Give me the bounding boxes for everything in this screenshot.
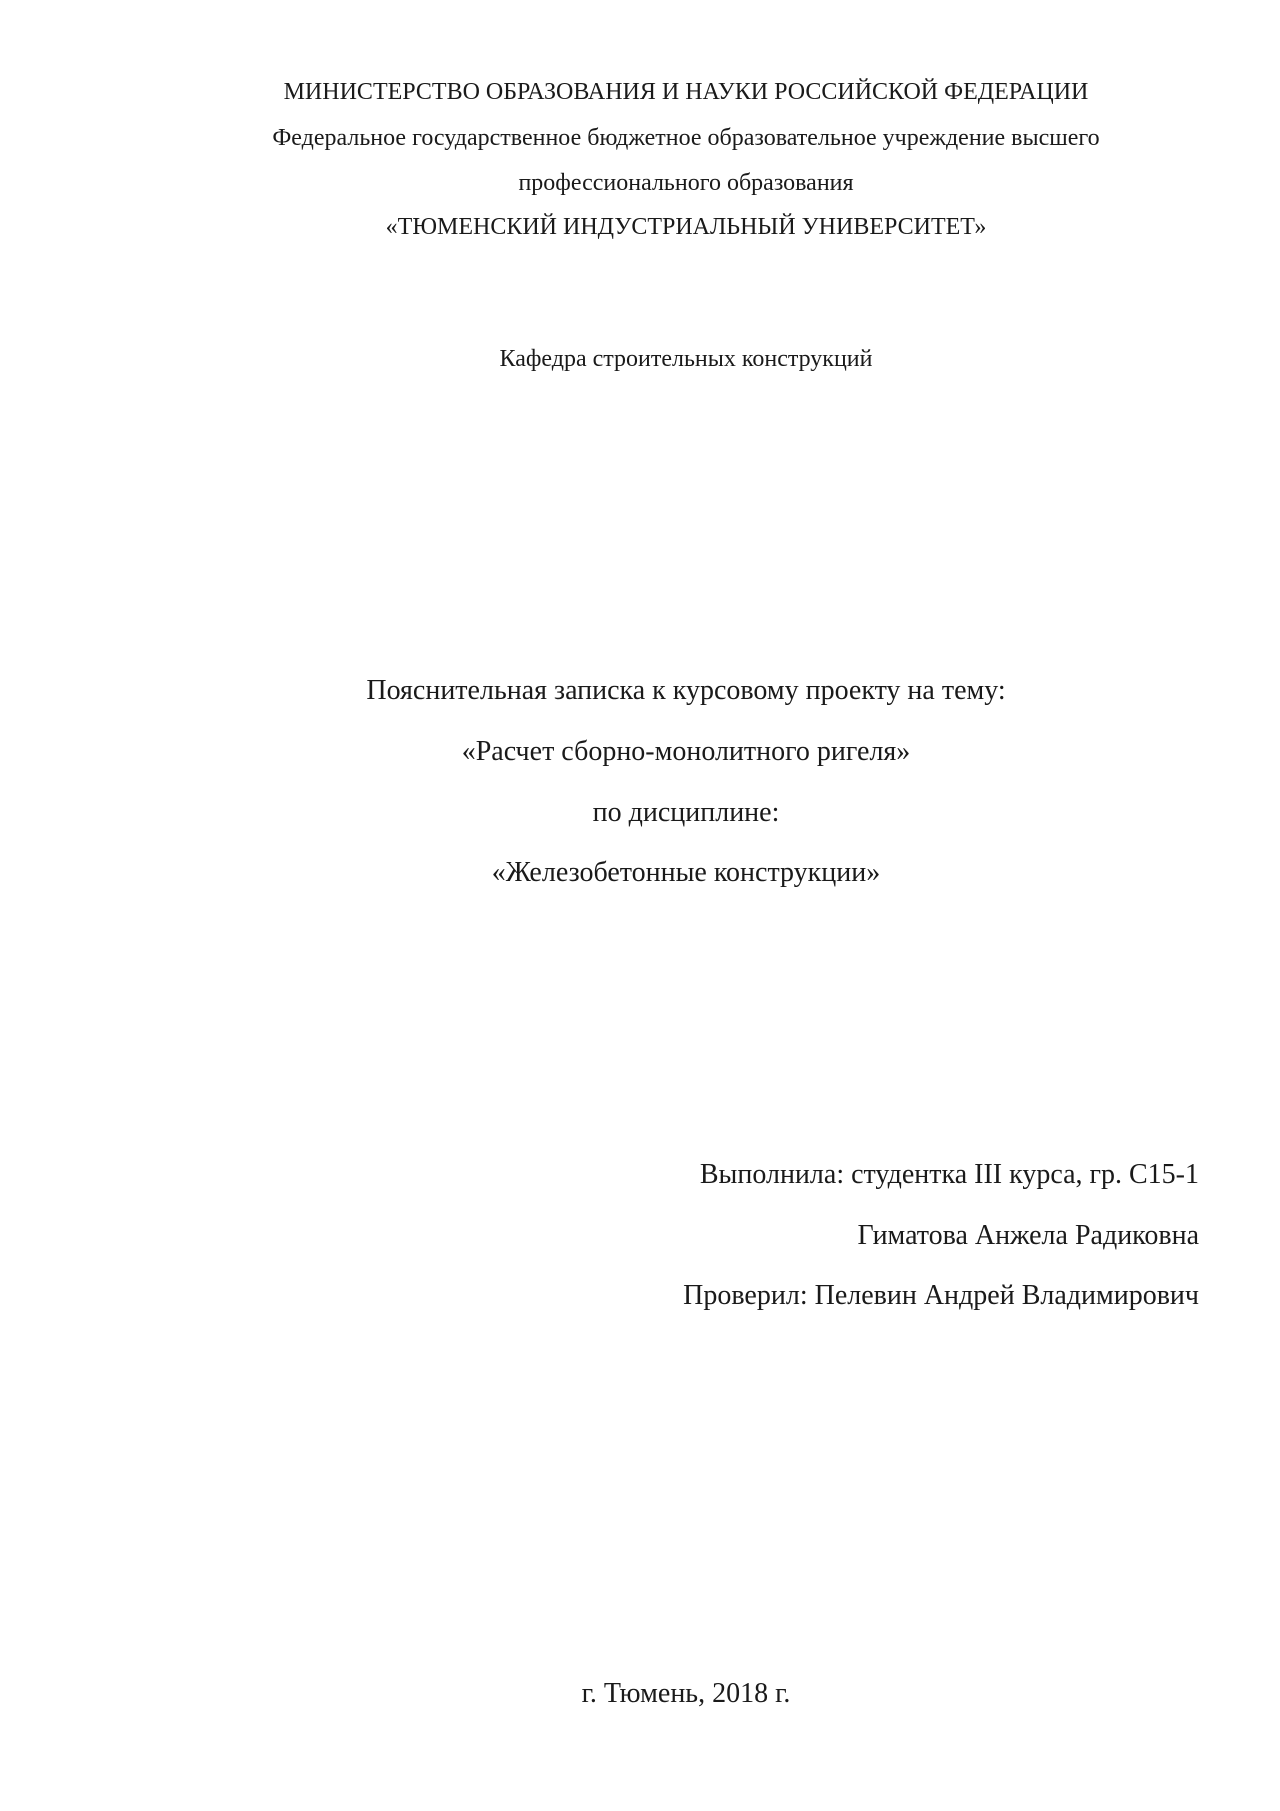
performed-by-line: Выполнила: студентка III курса, гр. С15-1 [699,1159,1199,1190]
project-topic: «Расчет сборно-монолитного ригеля» [461,736,911,767]
institution-line-2: профессионального образования [518,170,854,196]
discipline-intro: по дисциплине: [592,797,780,828]
ministry-heading: МИНИСТЕРСТВО ОБРАЗОВАНИЯ И НАУКИ РОССИЙСКОЙ ФЕДЕРАЦИИ [283,79,1089,105]
city-year: г. Тюмень, 2018 г. [581,1678,791,1709]
discipline-name: «Железобетонные конструкции» [491,857,881,888]
department-name: Кафедра строительных конструкций [499,346,873,372]
student-name: Гиматова Анжела Радиковна [857,1220,1199,1251]
checked-by-line: Проверил: Пелевин Андрей Владимирович [683,1280,1199,1311]
university-name: «ТЮМЕНСКИЙ ИНДУСТРИАЛЬНЫЙ УНИВЕРСИТЕТ» [385,214,987,240]
title-intro: Пояснительная записка к курсовому проекту на тему: [366,675,1006,706]
institution-line-1: Федеральное государственное бюджетное образовательное учреждение высшего [272,125,1100,151]
